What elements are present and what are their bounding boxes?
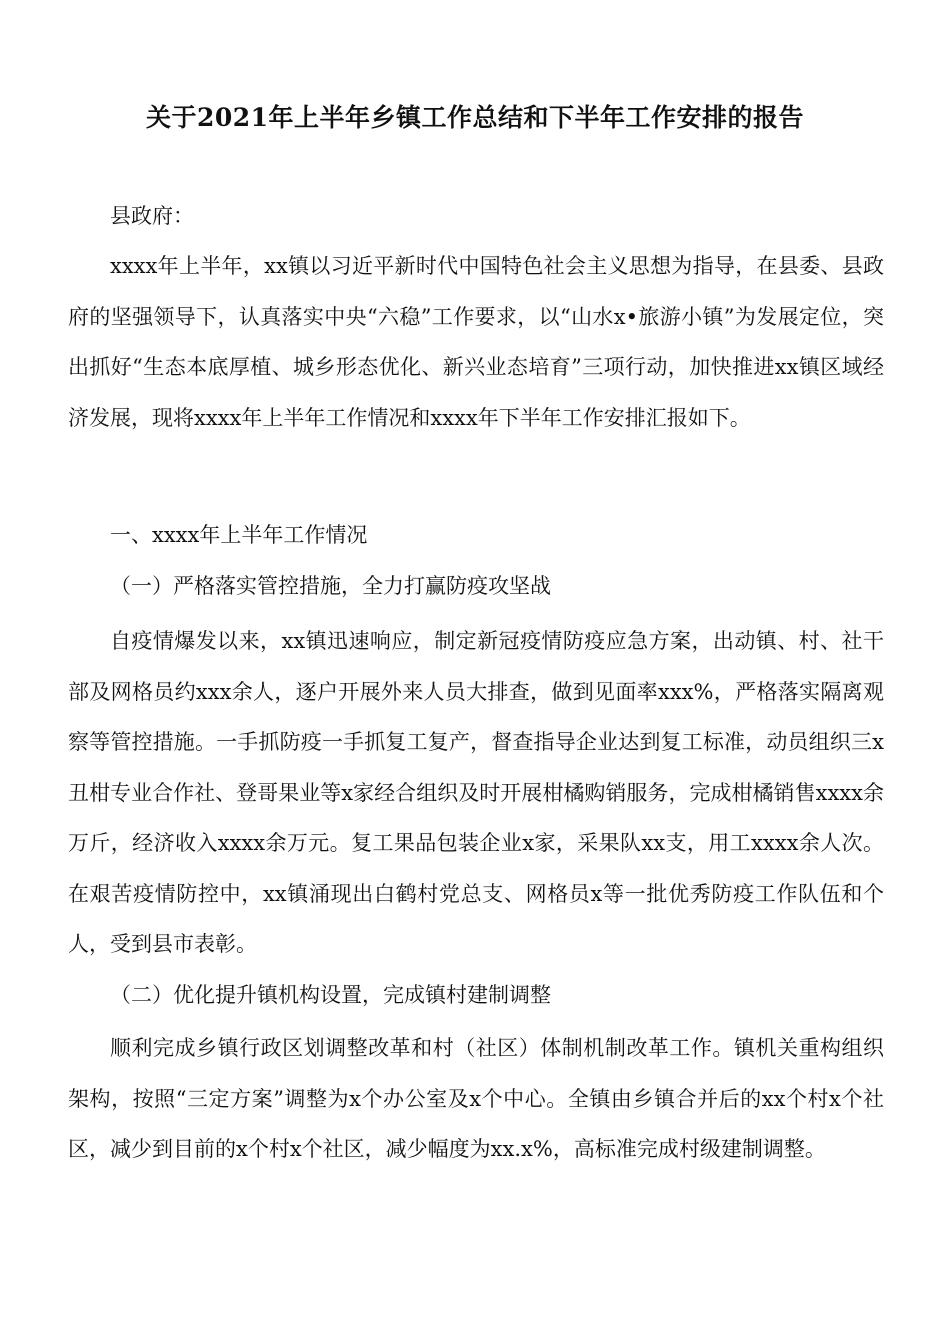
intro-paragraph: xxxx年上半年，xx镇以习近平新时代中国特色社会主义思想为指导，在县委、县政府的坚强领导下，认真落实中央“六稳”工作要求，以“山水x•旅游小镇”为发展定位，突出抓好“生态本底厚植、城乡形态优化、新兴业态培育”三项行动，加快推进xx镇区域经济发展，现将xxxx年上半年工作情况和xxxx年下半年工作安排汇报如下。: [68, 254, 884, 430]
subsection-heading: （一）严格落实管控措施，全力打赢防疫攻坚战: [110, 574, 551, 598]
subsection-heading: （二）优化提升镇机构设置，完成镇村建制调整: [110, 983, 551, 1007]
document-title: 关于2021年上半年乡镇工作总结和下半年工作安排的报告: [145, 103, 805, 132]
subsection-paragraph: 顺利完成乡镇行政区划调整改革和村（社区）体制机制改革工作。镇机关重构组织架构，按照“三定方案”调整为x个办公室及x个中心。全镇由乡镇合并后的xx个村x个社区，减少到目前的x个村x个社区，减少幅度为xx.x%，高标准完成村级建制调整。: [68, 1036, 884, 1161]
subsection-paragraph: 自疫情爆发以来，xx镇迅速响应，制定新冠疫情防疫应急方案，出动镇、村、社干部及网格员约xxx余人，逐户开展外来人员大排查，做到见面率xxx%，严格落实隔离观察等管控措施。一手抓防疫一手抓复工复产，督查指导企业达到复工标准，动员组织三x丑柑专业合作社、登哥果业等x家经合组织及时开展柑橘购销服务，完成柑橘销售xxxx余万斤，经济收入xxxx余万元。复工果品包装企业x家，采果队xx支，用工xxxx余人次。在艰苦疫情防控中，xx镇涌现出白鹤村党总支、网格员x等一批优秀防疫工作队伍和个人，受到县市表彰。: [68, 629, 884, 956]
section-heading: 一、xxxx年上半年工作情况: [110, 523, 368, 547]
salutation: 县政府：: [110, 204, 194, 228]
